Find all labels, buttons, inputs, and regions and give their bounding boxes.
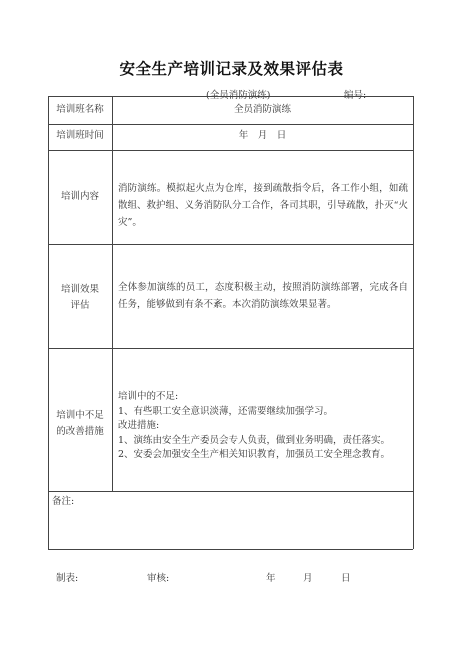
remarks-label: 备注: [52, 496, 75, 507]
table-top-border [48, 96, 413, 97]
effect-label-line1: 培训效果 [60, 284, 99, 295]
form-number-label: 编号: [344, 90, 367, 101]
class-time-label: 培训班时间 [56, 130, 104, 141]
class-name-label: 培训班名称 [56, 104, 104, 115]
year-label: 年 [266, 573, 276, 584]
month-label: 月 [303, 573, 313, 584]
form-title: 安全生产培训记录及效果评估表 [119, 60, 344, 78]
improve-line: 改进措施: [118, 420, 160, 431]
form-subtitle: (全员消防演练) [206, 90, 271, 101]
row-divider [48, 491, 413, 492]
improve-line: 1、演练由安全生产委员会专人负责，做到业务明确，责任落实。 [118, 434, 391, 446]
improve-label-line1: 培训中不足 [56, 410, 104, 421]
improve-label-line2: 的改善措施 [56, 426, 104, 437]
effect-label-line2: 评估 [70, 300, 90, 311]
effect-text: 全体参加演练的员工，态度积极主动，按照消防演练部署，完成各自任务，能够做到有条不紊。本次消防演练效果显著。 [118, 282, 408, 310]
table-left-border [48, 96, 49, 549]
class-time-value: 年 月 日 [238, 130, 287, 141]
reviewer-label: 审核: [147, 573, 170, 584]
improve-line: 培训中的不足: [118, 391, 179, 402]
row-divider [48, 244, 413, 245]
content-label: 培训内容 [60, 191, 99, 202]
content-text: 消防演练。模拟起火点为仓库，接到疏散指令后，各工作小组，如疏散组、救护组、义务消防队分工合作，各司其职，引导疏散，扑灭“火灾”。 [118, 183, 408, 228]
improve-line: 2、安委会加强安全生产相关知识教育，加强员工安全理念教育。 [118, 449, 391, 460]
class-name-value: 全员消防演练 [233, 104, 291, 115]
improve-text [118, 390, 408, 463]
column-divider [112, 96, 113, 491]
day-label: 日 [341, 573, 351, 584]
maker-label: 制表: [56, 573, 79, 584]
improve-line: 1、有些职工安全意识淡薄，还需要继续加强学习。 [118, 405, 334, 417]
table-bottom-border [48, 549, 413, 550]
table-right-border [413, 96, 414, 549]
row-divider [48, 124, 413, 125]
row-divider [48, 348, 413, 349]
row-divider [48, 150, 413, 151]
training-record-table [48, 96, 413, 549]
